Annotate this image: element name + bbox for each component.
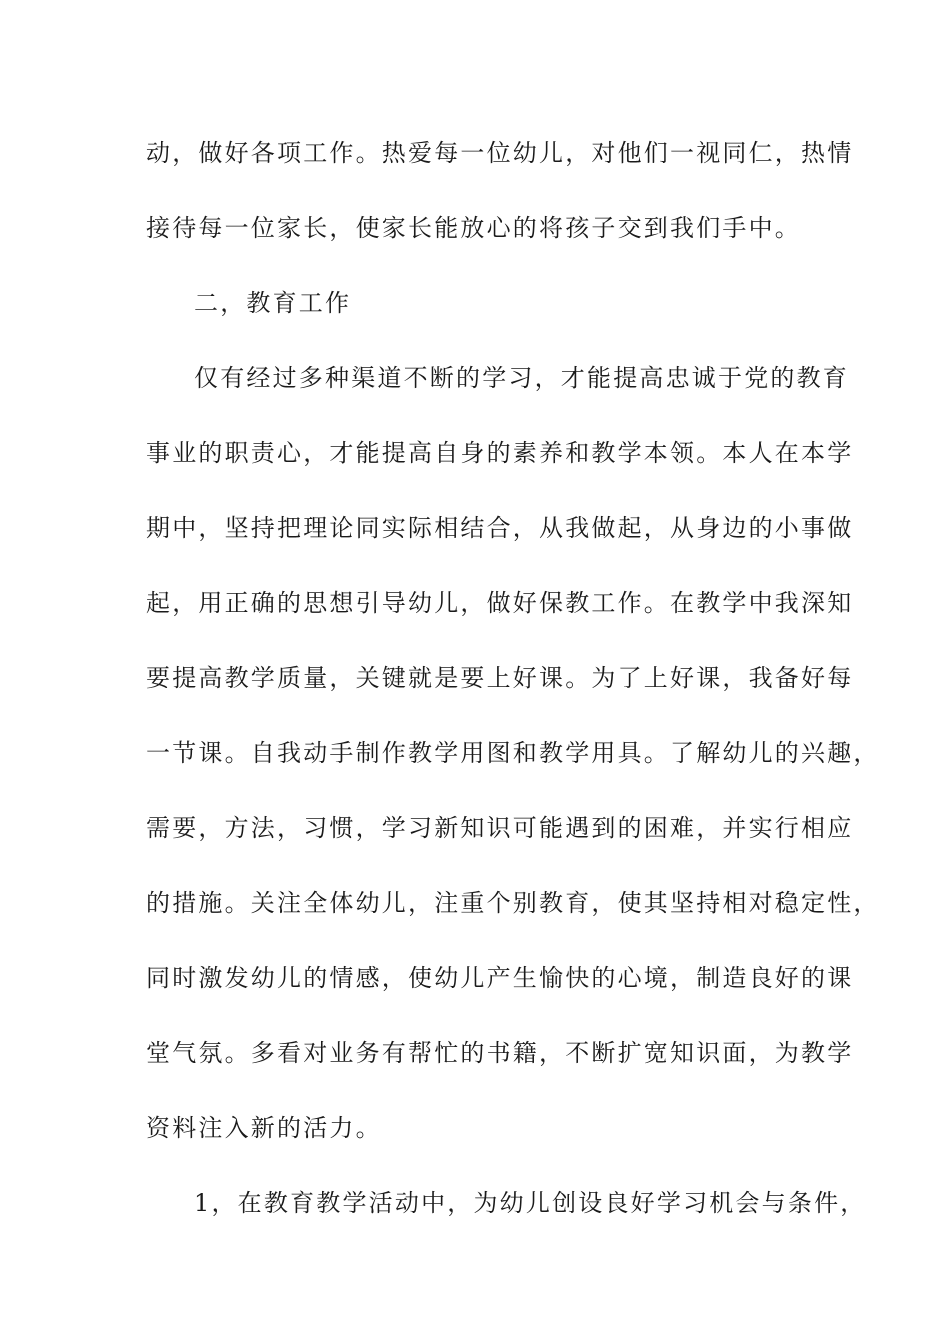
text-line: 需要，方法，习惯，学习新知识可能遇到的困难，并实行相应 [146,814,854,842]
text-line: 堂气氛。多看对业务有帮忙的书籍，不断扩宽知识面，为教学 [146,1039,854,1067]
numbered-item: 1，在教育教学活动中，为幼儿创设良好学习机会与条件， [194,1189,867,1217]
section-heading: 二，教育工作 [194,289,352,317]
text-line: 接待每一位家长，使家长能放心的将孩子交到我们手中。 [146,214,801,242]
text-line: 事业的职责心，才能提高自身的素养和教学本领。本人在本学 [146,439,854,467]
text-line: 资料注入新的活力。 [146,1114,382,1142]
text-line: 要提高教学质量，关键就是要上好课。为了上好课，我备好每 [146,664,854,692]
text-line: 的措施。关注全体幼儿，注重个别教育，使其坚持相对稳定性， [146,889,880,917]
paragraph-first-line: 仅有经过多种渠道不断的学习，才能提高忠诚于党的教育 [194,364,849,392]
text-line: 动，做好各项工作。热爱每一位幼儿，对他们一视同仁，热情 [146,139,854,167]
text-line: 同时激发幼儿的情感，使幼儿产生愉快的心境，制造良好的课 [146,964,854,992]
text-line: 期中，坚持把理论同实际相结合，从我做起，从身边的小事做 [146,514,854,542]
text-line: 一节课。自我动手制作教学用图和教学用具。了解幼儿的兴趣， [146,739,880,767]
text-line: 起，用正确的思想引导幼儿，做好保教工作。在教学中我深知 [146,589,854,617]
